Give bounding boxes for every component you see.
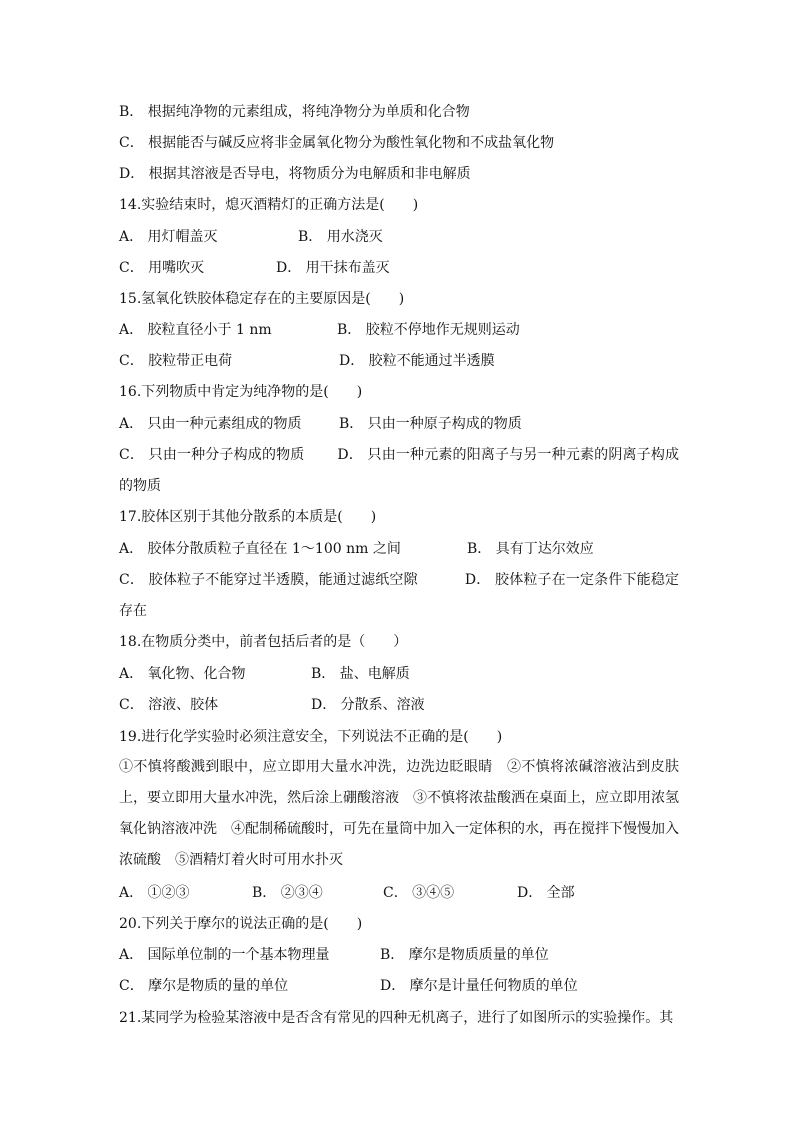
- q15-option-b: B． 胶粒不停地作无规则运动: [337, 322, 520, 338]
- q14-option-d: D． 用干抹布盖灭: [276, 260, 390, 276]
- q18-option-c: C． 溶液、胶体: [119, 697, 219, 713]
- q13-option-b: B． 根据纯净物的元素组成，将纯净物分为单质和化合物: [119, 104, 470, 120]
- q18-option-a: A． 氧化物、化合物: [119, 666, 246, 682]
- q19-option-d: D． 全部: [517, 885, 575, 901]
- q19-statements: ①不慎将酸溅到眼中，应立即用大量水冲洗，边洗边眨眼睛 ②不慎将浓碱溶液沾到皮肤上，要立即用大量水冲洗，然后涂上硼酸溶液 ③不慎将浓盐酸洒在桌面上，应立即用浓氢氧化钠溶液冲洗 ④配制稀硫酸时，可先在量筒中加入一定体积的水，再在搅拌下慢慢加入浓硫酸 ⑤酒精灯着火时可用水扑灭: [119, 759, 679, 868]
- q20-stem: 20.下列关于摩尔的说法正确的是( ): [119, 916, 363, 932]
- q19-option-b: B． ②③④: [252, 885, 323, 901]
- q16-option-a: A． 只由一种元素组成的物质: [119, 416, 302, 432]
- q15-option-d: D． 胶粒不能通过半透膜: [339, 353, 495, 369]
- q21-stem: 21.某同学为检验某溶液中是否含有常见的四种无机离子，进行了如图所示的实验操作。其: [119, 1010, 674, 1026]
- q18-option-b: B． 盐、电解质: [311, 666, 410, 682]
- q19-option-c: C． ③④⑤: [383, 885, 455, 901]
- q15-stem: 15.氢氧化铁胶体稳定存在的主要原因是( ): [119, 291, 405, 307]
- q13-option-d: D． 根据其溶液是否导电，将物质分为电解质和非电解质: [119, 166, 471, 182]
- q18-stem: 18.在物质分类中，前者包括后者的是（ ）: [119, 634, 408, 650]
- q17-option-c-d: C． 胶体粒子不能穿过半透膜，能通过滤纸空隙 D． 胶体粒子在一定条件下能稳定存在: [119, 572, 679, 619]
- q20-option-a: A． 国际单位制的一个基本物理量: [119, 947, 330, 963]
- q17-option-b: B． 具有丁达尔效应: [467, 541, 594, 557]
- q20-option-d: D． 摩尔是计量任何物质的单位: [380, 978, 578, 994]
- q15-option-a: A． 胶粒直径小于 1 nm: [119, 322, 272, 338]
- q19-stem: 19.进行化学实验时必须注意安全，下列说法不正确的是( ): [119, 729, 503, 745]
- q16-stem: 16.下列物质中肯定为纯净物的是( ): [119, 384, 363, 400]
- q17-stem: 17.胶体区别于其他分散系的本质是( ): [119, 509, 377, 525]
- q14-option-b: B． 用水浇灭: [298, 229, 383, 245]
- q20-option-b: B． 摩尔是物质质量的单位: [380, 947, 549, 963]
- q17-option-a: A． 胶体分散质粒子直径在 1～100 nm 之间: [119, 541, 401, 557]
- q16-option-c-d: C． 只由一种分子构成的物质 D． 只由一种元素的阳离子与另一种元素的阴离子构成的物质: [119, 447, 679, 494]
- q19-option-a: A． ①②③: [119, 885, 190, 901]
- q16-option-b: B． 只由一种原子构成的物质: [339, 416, 522, 432]
- q14-option-c: C． 用嘴吹灭: [119, 260, 205, 276]
- q15-option-c: C． 胶粒带正电荷: [119, 353, 233, 369]
- q20-option-c: C． 摩尔是物质的量的单位: [119, 978, 289, 994]
- q18-option-d: D． 分散系、溶液: [311, 697, 425, 713]
- q13-option-c: C． 根据能否与碱反应将非金属氧化物分为酸性氧化物和不成盐氧化物: [119, 135, 555, 151]
- q14-stem: 14.实验结束时，熄灭酒精灯的正确方法是( ): [119, 197, 419, 213]
- q14-option-a: A． 用灯帽盖灭: [119, 229, 218, 245]
